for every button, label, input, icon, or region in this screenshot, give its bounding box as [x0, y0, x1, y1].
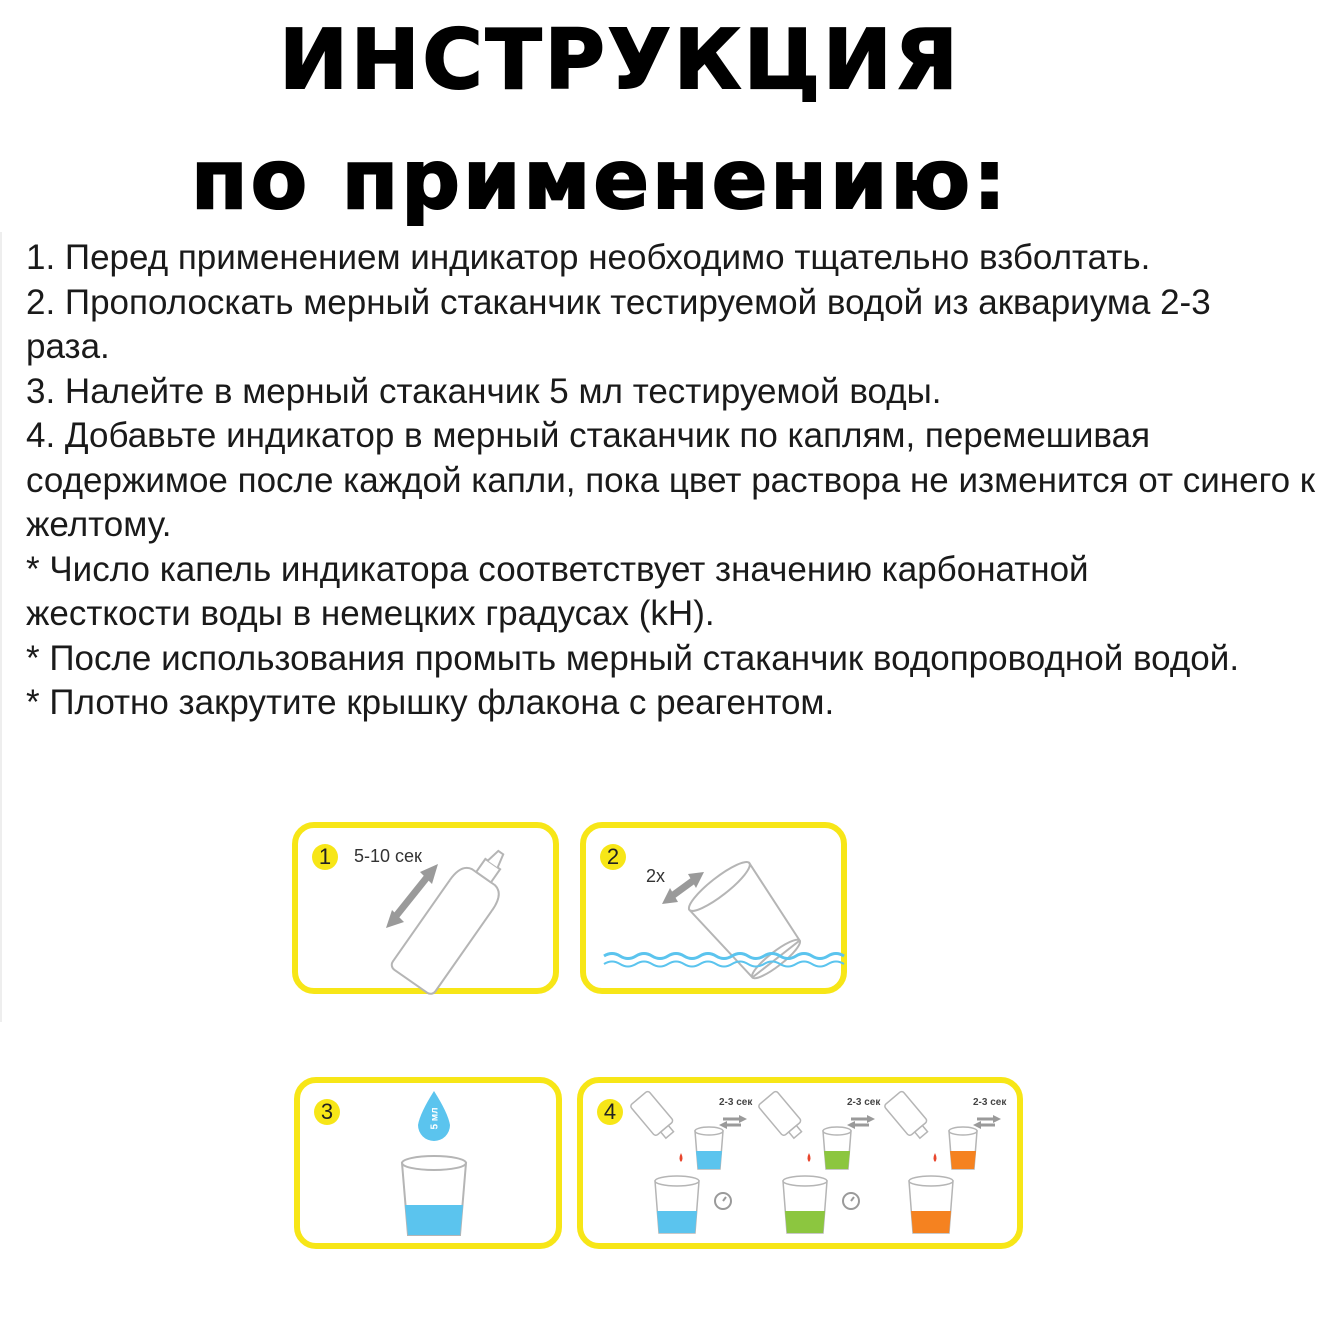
step-panel-2 — [580, 822, 847, 994]
result-cup-orange — [909, 1176, 953, 1233]
volume-label: 5 мл — [429, 1107, 441, 1130]
water-wave — [604, 962, 844, 967]
small-cup-blue — [695, 1127, 723, 1169]
dropper-bottle-icon — [630, 1090, 679, 1142]
left-edge-line — [0, 232, 2, 1022]
indicator-drop-icon — [680, 1153, 683, 1162]
stir-arrows-icon — [847, 1115, 875, 1129]
step-panel-3 — [294, 1077, 562, 1249]
instruction-step-1: 1. Перед применением индикатор необходимо тщательно взболтать. — [26, 238, 1151, 277]
titration-stage-blue — [630, 1090, 747, 1233]
step-number-badge: 4 — [597, 1099, 623, 1125]
step-panel-1 — [292, 822, 559, 994]
indicator-drop-icon — [808, 1153, 811, 1162]
small-cup-orange — [949, 1127, 977, 1169]
step-number-badge: 1 — [312, 844, 338, 870]
indicator-drop-icon — [934, 1153, 937, 1162]
stir-duration-label-2: 2-3 сек — [847, 1097, 881, 1108]
small-cup-green — [823, 1127, 851, 1169]
repeat-count-label: 2x — [646, 866, 666, 886]
stopwatch-icon — [715, 1193, 731, 1209]
dropper-bottle-icon — [884, 1090, 933, 1142]
stir-duration-label-1: 2-3 сек — [719, 1097, 753, 1108]
note-rinse: * После использования промыть мерный стаканчик водопроводной водой. — [26, 638, 1240, 678]
note-cap: * Плотно закрутите крышку флакона с реагентом. — [26, 683, 835, 722]
instruction-step-2: 2. Прополоскать мерный стаканчик тестируемой водой из аквариума 2-3 раза. — [26, 282, 1211, 366]
step-number-badge: 2 — [600, 844, 626, 870]
dropper-bottle-icon — [758, 1090, 807, 1142]
shake-bottle-illustration — [298, 828, 565, 1000]
stir-duration-label-3: 2-3 сек — [973, 1097, 1007, 1108]
stir-arrows-icon — [973, 1115, 1001, 1129]
instruction-list — [26, 236, 1316, 726]
note-kh: * Число капель индикатора соответствует значению карбонатной жесткости воды в немецких градусах (kH). — [26, 549, 1089, 633]
stir-arrows-icon — [719, 1115, 747, 1129]
step-number-badge: 3 — [314, 1099, 340, 1125]
tilted-cup-icon — [684, 856, 810, 988]
bottle-icon — [389, 838, 522, 996]
shake-duration-label: 5-10 сек — [354, 846, 422, 866]
titration-illustration — [583, 1083, 1029, 1255]
titration-stage-green — [758, 1090, 875, 1233]
measuring-cup-icon — [402, 1156, 466, 1235]
instruction-step-3: 3. Налейте в мерный стаканчик 5 мл тестируемой воды. — [26, 371, 942, 411]
stopwatch-icon — [843, 1193, 859, 1209]
result-cup-blue — [655, 1176, 699, 1233]
result-cup-green — [783, 1176, 827, 1233]
page-title-line2: по применению: — [191, 133, 1009, 228]
page-title-line1: ИНСТРУКЦИЯ — [279, 13, 961, 108]
water-wave — [604, 954, 844, 959]
step-panel-4 — [577, 1077, 1023, 1249]
rinse-cup-illustration — [586, 828, 853, 1000]
titration-stage-orange — [884, 1090, 1001, 1233]
instruction-step-4: 4. Добавьте индикатор в мерный стаканчик по каплям, перемешивая содержимое после каждой капли, пока цвет раствора не изменится от синего к желтому. — [26, 416, 1316, 544]
